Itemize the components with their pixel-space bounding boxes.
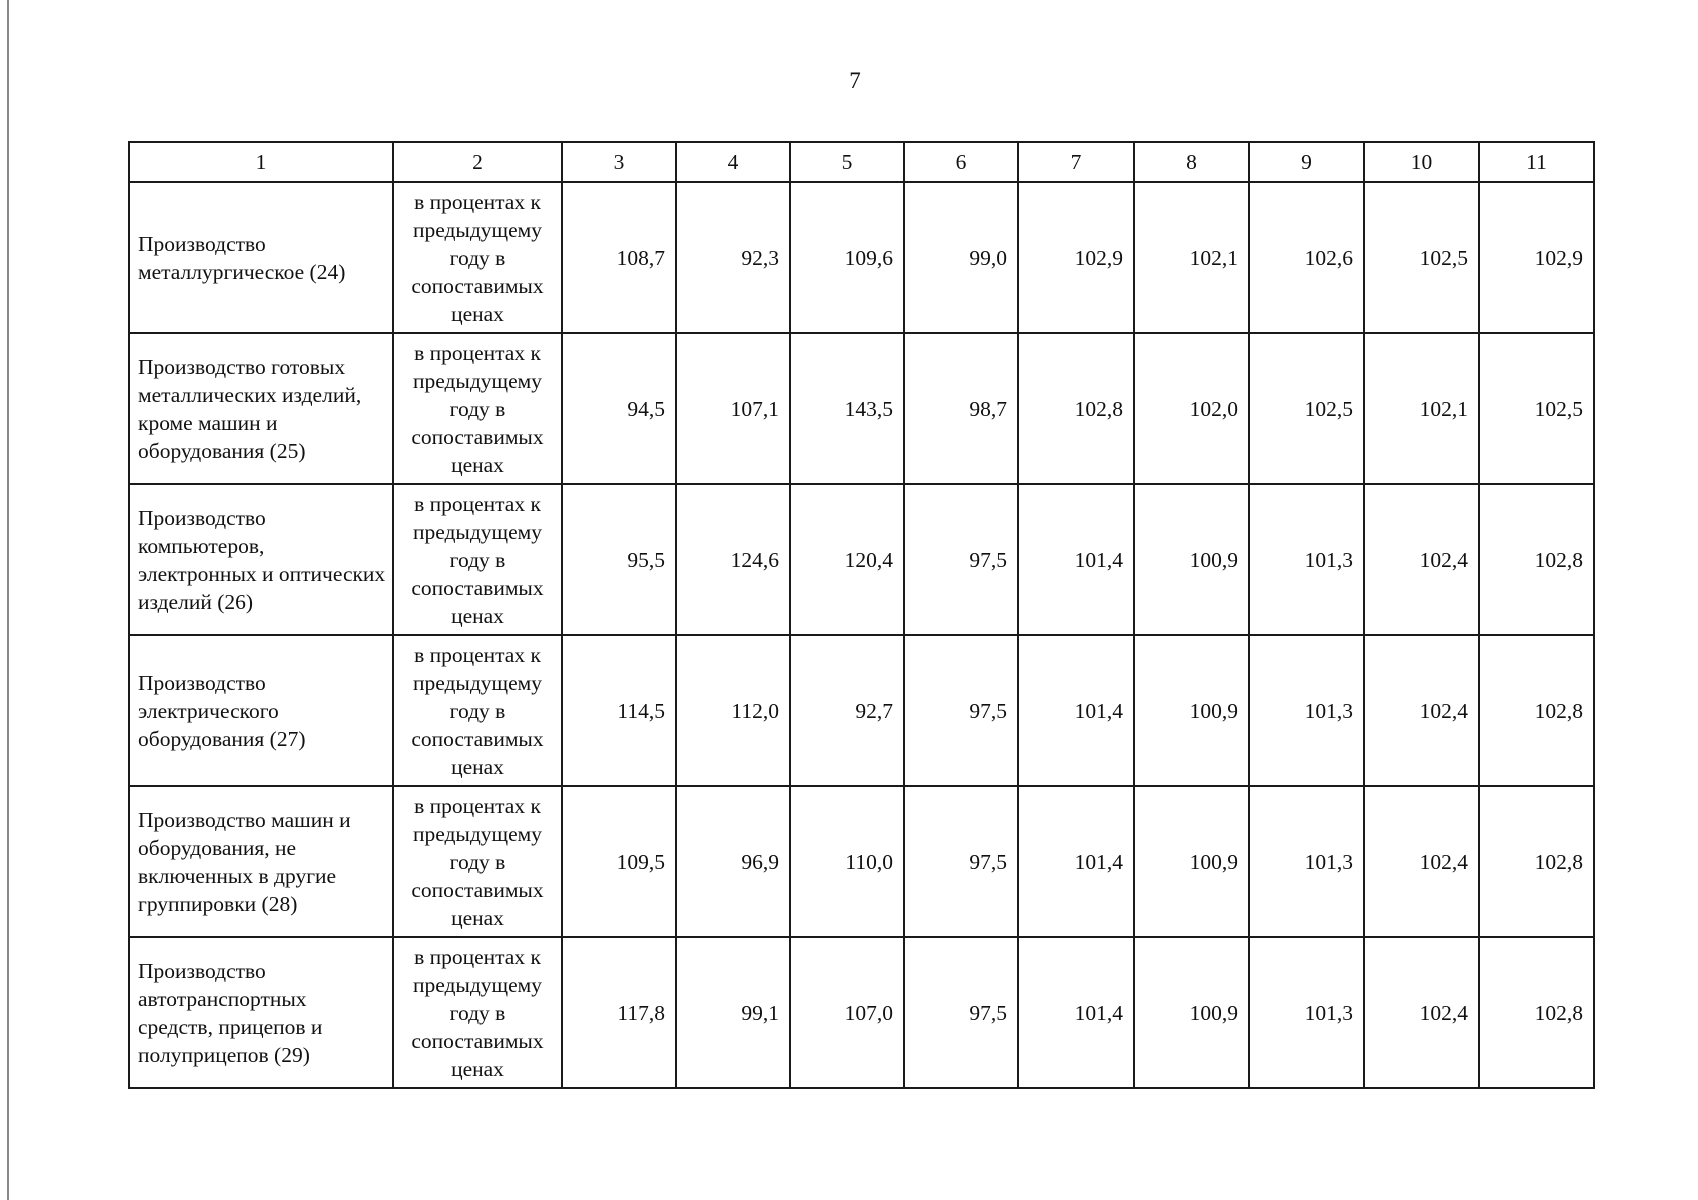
value-cell: 102,4 (1364, 786, 1479, 937)
value-cell: 92,3 (676, 182, 790, 333)
industry-name-cell: Производство электрического оборудования (27) (129, 635, 393, 786)
column-header: 6 (904, 142, 1018, 182)
value-cell: 95,5 (562, 484, 676, 635)
value-cell: 101,3 (1249, 484, 1364, 635)
unit-cell: в процентах к предыдущему году в сопоставимых ценах (393, 786, 562, 937)
value-cell: 100,9 (1134, 786, 1249, 937)
table-row (129, 786, 1594, 937)
value-cell: 102,8 (1479, 786, 1594, 937)
value-cell: 112,0 (676, 635, 790, 786)
column-header: 10 (1364, 142, 1479, 182)
value-cell: 102,8 (1479, 484, 1594, 635)
column-header: 8 (1134, 142, 1249, 182)
value-cell: 99,0 (904, 182, 1018, 333)
header-row (129, 142, 1594, 182)
value-cell: 92,7 (790, 635, 904, 786)
unit-cell: в процентах к предыдущему году в сопоставимых ценах (393, 635, 562, 786)
value-cell: 101,3 (1249, 937, 1364, 1088)
value-cell: 109,5 (562, 786, 676, 937)
value-cell: 102,1 (1364, 333, 1479, 484)
value-cell: 102,4 (1364, 484, 1479, 635)
value-cell: 102,9 (1018, 182, 1134, 333)
column-header: 5 (790, 142, 904, 182)
industry-name-cell: Производство компьютеров, электронных и оптических изделий (26) (129, 484, 393, 635)
table-row (129, 937, 1594, 1088)
value-cell: 143,5 (790, 333, 904, 484)
value-cell: 100,9 (1134, 484, 1249, 635)
value-cell: 101,4 (1018, 786, 1134, 937)
unit-cell: в процентах к предыдущему году в сопоставимых ценах (393, 937, 562, 1088)
column-header: 7 (1018, 142, 1134, 182)
value-cell: 100,9 (1134, 937, 1249, 1088)
industry-name-cell: Производство машин и оборудования, не включенных в другие группировки (28) (129, 786, 393, 937)
table-row (129, 635, 1594, 786)
value-cell: 97,5 (904, 937, 1018, 1088)
value-cell: 108,7 (562, 182, 676, 333)
table-row (129, 484, 1594, 635)
value-cell: 102,0 (1134, 333, 1249, 484)
value-cell: 97,5 (904, 786, 1018, 937)
value-cell: 102,9 (1479, 182, 1594, 333)
value-cell: 102,8 (1479, 937, 1594, 1088)
industry-name-cell: Производство готовых металлических изделий, кроме машин и оборудования (25) (129, 333, 393, 484)
value-cell: 114,5 (562, 635, 676, 786)
table-row (129, 182, 1594, 333)
value-cell: 94,5 (562, 333, 676, 484)
value-cell: 101,4 (1018, 635, 1134, 786)
value-cell: 110,0 (790, 786, 904, 937)
column-header: 2 (393, 142, 562, 182)
value-cell: 102,8 (1479, 635, 1594, 786)
column-header: 11 (1479, 142, 1594, 182)
value-cell: 101,3 (1249, 635, 1364, 786)
unit-cell: в процентах к предыдущему году в сопоставимых ценах (393, 484, 562, 635)
table-body (129, 182, 1594, 1088)
value-cell: 101,4 (1018, 484, 1134, 635)
column-header: 1 (129, 142, 393, 182)
value-cell: 117,8 (562, 937, 676, 1088)
unit-cell: в процентах к предыдущему году в сопоставимых ценах (393, 182, 562, 333)
value-cell: 109,6 (790, 182, 904, 333)
table-row (129, 333, 1594, 484)
value-cell: 98,7 (904, 333, 1018, 484)
value-cell: 101,3 (1249, 786, 1364, 937)
page-number: 7 (849, 68, 861, 93)
value-cell: 102,5 (1479, 333, 1594, 484)
value-cell: 96,9 (676, 786, 790, 937)
value-cell: 107,1 (676, 333, 790, 484)
value-cell: 97,5 (904, 635, 1018, 786)
scan-edge-line (7, 0, 9, 1200)
value-cell: 102,5 (1364, 182, 1479, 333)
column-header: 4 (676, 142, 790, 182)
value-cell: 100,9 (1134, 635, 1249, 786)
value-cell: 102,1 (1134, 182, 1249, 333)
value-cell: 102,8 (1018, 333, 1134, 484)
column-header: 9 (1249, 142, 1364, 182)
value-cell: 102,4 (1364, 937, 1479, 1088)
industry-name-cell: Производство автотранспортных средств, прицепов и полуприцепов (29) (129, 937, 393, 1088)
unit-cell: в процентах к предыдущему году в сопоставимых ценах (393, 333, 562, 484)
column-header: 3 (562, 142, 676, 182)
value-cell: 124,6 (676, 484, 790, 635)
value-cell: 99,1 (676, 937, 790, 1088)
value-cell: 102,6 (1249, 182, 1364, 333)
value-cell: 101,4 (1018, 937, 1134, 1088)
value-cell: 102,4 (1364, 635, 1479, 786)
data-table (128, 141, 1595, 1089)
value-cell: 107,0 (790, 937, 904, 1088)
value-cell: 97,5 (904, 484, 1018, 635)
industry-name-cell: Производство металлургическое (24) (129, 182, 393, 333)
value-cell: 120,4 (790, 484, 904, 635)
table-header (129, 142, 1594, 182)
value-cell: 102,5 (1249, 333, 1364, 484)
